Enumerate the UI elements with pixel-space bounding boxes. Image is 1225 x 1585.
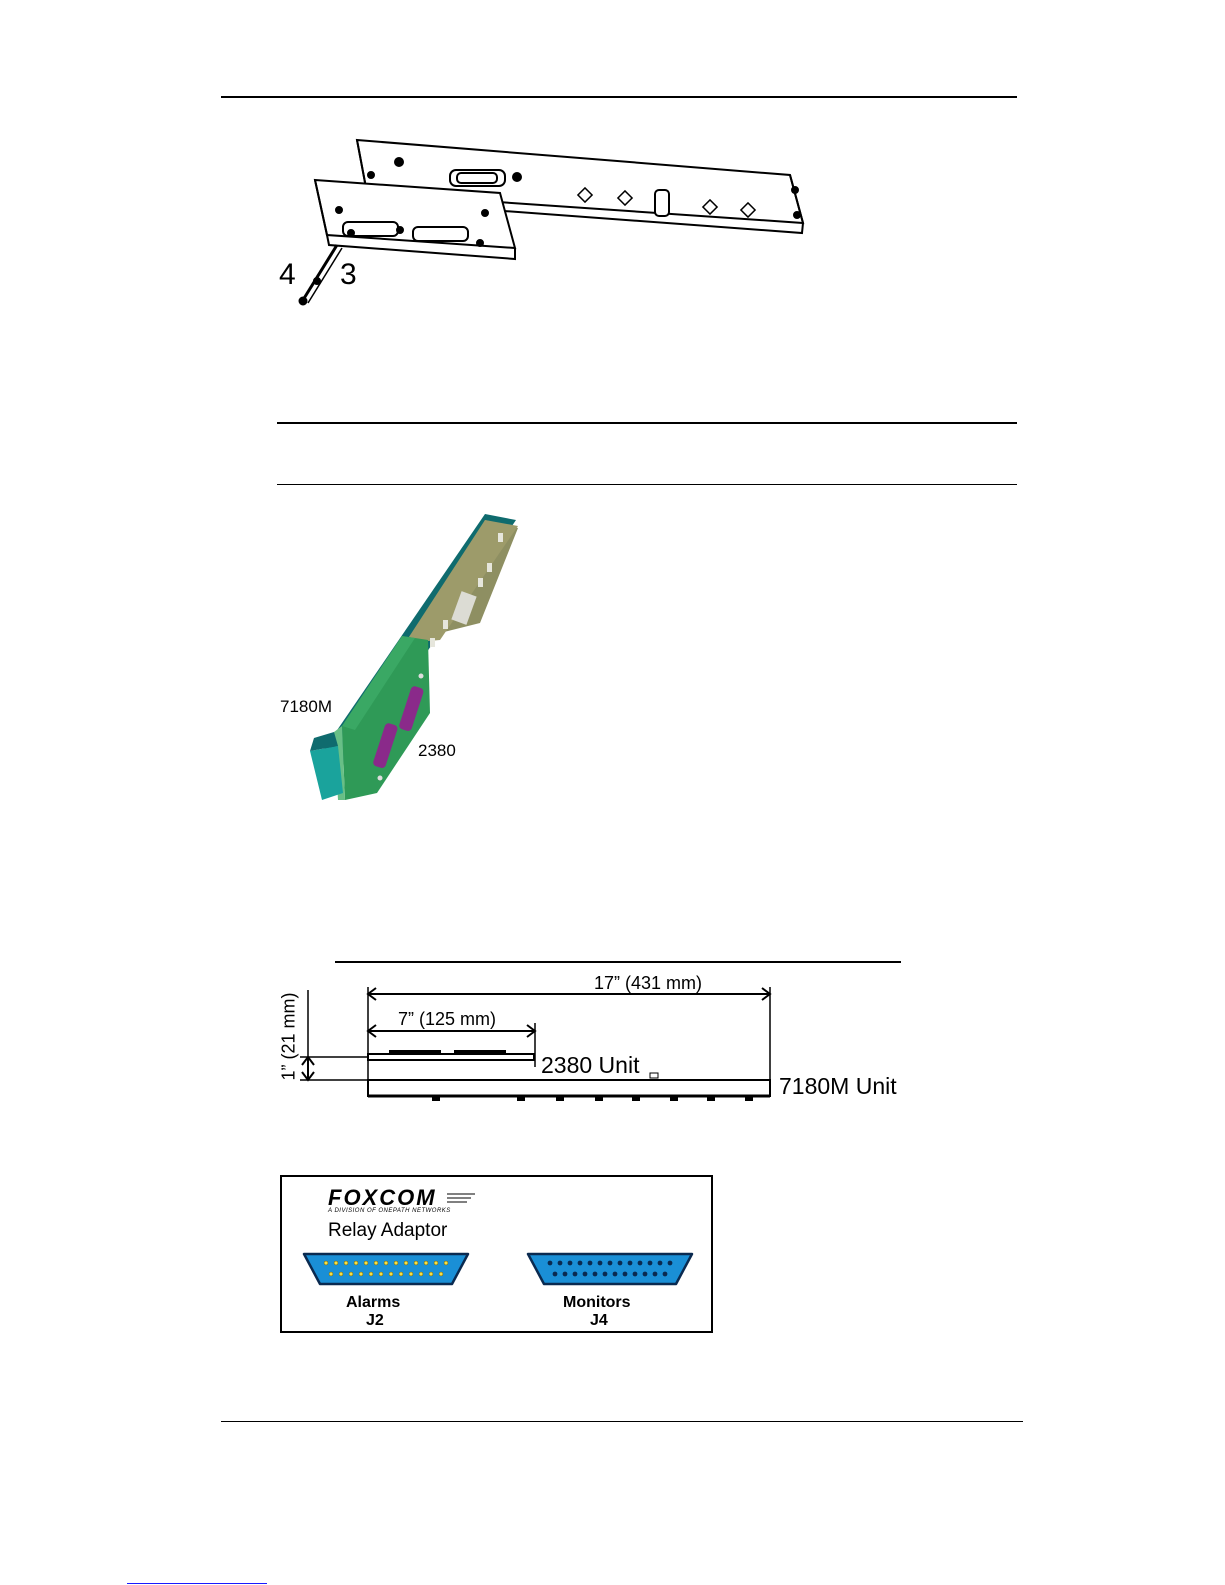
connector-pin [354, 1261, 358, 1265]
connector-pin [573, 1272, 578, 1277]
connector-pin [394, 1261, 398, 1265]
connector-pin [638, 1261, 643, 1266]
connector-pin [329, 1272, 333, 1276]
label-2380: 2380 [418, 741, 456, 760]
connector-pin [439, 1272, 443, 1276]
connector-pin [578, 1261, 583, 1266]
connector-pin [339, 1272, 343, 1276]
connector-pin [603, 1272, 608, 1277]
connector-pin [563, 1272, 568, 1277]
connector-pin [648, 1261, 653, 1266]
alarms-connector-id: J2 [366, 1312, 384, 1329]
connector-pin [359, 1272, 363, 1276]
connector-pin [618, 1261, 623, 1266]
monitors-connector-name: Monitors [563, 1294, 631, 1311]
assembly-3d-render [280, 508, 525, 803]
dimension-2380-width-label: 7” (125 mm) [398, 1009, 497, 1029]
connector-pin [344, 1261, 348, 1265]
footer-rule [221, 1421, 1023, 1422]
connector-pin [598, 1261, 603, 1266]
connector-pin [409, 1272, 413, 1276]
connector-pin [668, 1261, 673, 1266]
connector-pin [399, 1272, 403, 1276]
label-2380-unit: 2380 Unit [541, 1052, 640, 1078]
connector-pin [553, 1272, 558, 1277]
section-rule-bottom [277, 484, 1017, 485]
connector-pin [633, 1272, 638, 1277]
connector-pin [434, 1261, 438, 1265]
connector-pin [379, 1272, 383, 1276]
connector-pin [429, 1272, 433, 1276]
footer-link-underline[interactable] [127, 1583, 267, 1584]
connector-pin [658, 1261, 663, 1266]
connector-pin [593, 1272, 598, 1277]
dimension-height-label: 1” (21 mm) [278, 992, 299, 1081]
relay-adaptor-panel [280, 1175, 713, 1333]
connector-pin [613, 1272, 618, 1277]
callout-4: 4 [279, 258, 296, 291]
alarms-connector [300, 1250, 472, 1288]
connector-pin [444, 1261, 448, 1265]
monitors-connector [524, 1250, 696, 1288]
connector-pin [653, 1272, 658, 1277]
connector-pin [623, 1272, 628, 1277]
connector-pin [364, 1261, 368, 1265]
connector-pin [628, 1261, 633, 1266]
connector-pin [424, 1261, 428, 1265]
connector-pin [558, 1261, 563, 1266]
brand-logo: FOXCOM [328, 1185, 437, 1210]
connector-pin [414, 1261, 418, 1265]
connector-pin [643, 1272, 648, 1277]
label-7180m: 7180M [280, 697, 332, 716]
section-rule-top [277, 422, 1017, 424]
brand-logo-stripes [447, 1192, 477, 1204]
connector-pin [384, 1261, 388, 1265]
label-7180m-unit: 7180M Unit [779, 1073, 897, 1099]
connector-pin [608, 1261, 613, 1266]
connector-pin [404, 1261, 408, 1265]
connector-pin [334, 1261, 338, 1265]
alarms-connector-name: Alarms [346, 1294, 401, 1311]
header-rule [221, 96, 1017, 98]
connector-pin [663, 1272, 668, 1277]
connector-pin [324, 1261, 328, 1265]
dimension-width-label: 17” (431 mm) [594, 973, 703, 993]
connector-pin [389, 1272, 393, 1276]
monitors-connector-id: J4 [590, 1312, 608, 1329]
product-name: Relay Adaptor [328, 1220, 448, 1241]
connector-pin [548, 1261, 553, 1266]
connector-pin [369, 1272, 373, 1276]
connector-pin [374, 1261, 378, 1265]
connector-pin [588, 1261, 593, 1266]
connector-pin [349, 1272, 353, 1276]
connector-pin [583, 1272, 588, 1277]
figure-caption-rule [335, 961, 901, 963]
brand-tagline: A DIVISION OF ONEPATH NETWORKS [328, 1208, 451, 1214]
callout-3: 3 [340, 258, 357, 291]
connector-pin [419, 1272, 423, 1276]
connector-pin [568, 1261, 573, 1266]
